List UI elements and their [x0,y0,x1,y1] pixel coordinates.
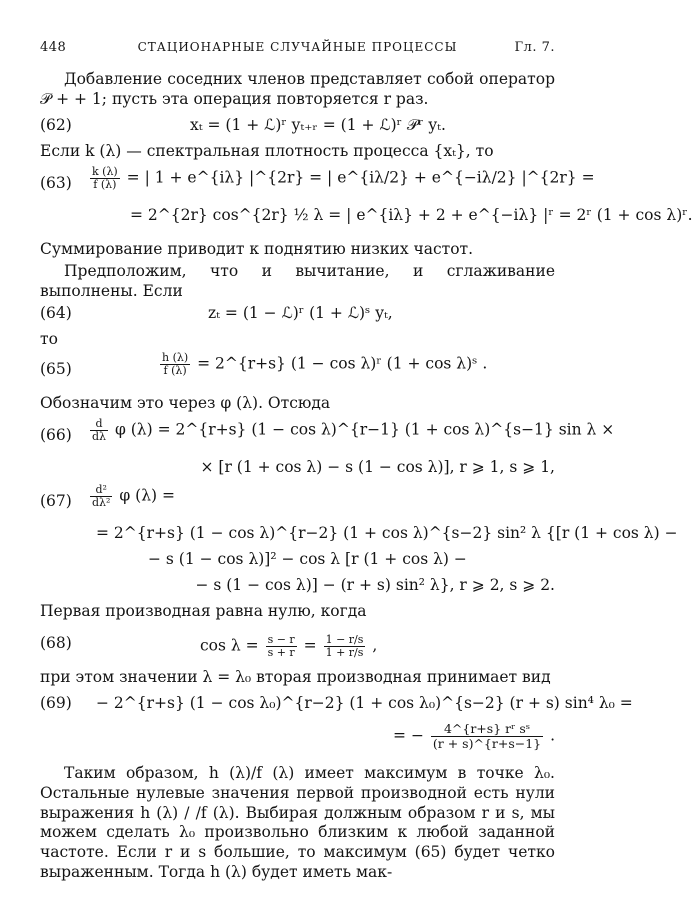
equation-number: (65) [40,360,72,378]
equation-number: (67) [40,492,72,510]
denominator: f (λ) [93,178,117,192]
equation-68 [40,626,555,660]
paragraph-9: Таким образом, h (λ)/f (λ) имеет максимум в точке λ₀. Остальные нулевые значения первой производной есть нули выражения h (λ) / /f (λ). Выбирая должным образом r и s, мы можем сделать λ₀ произвольно близким к любой заданной частоте. Если r и s большие, то максимум (65) будет четко выраженным. Тогда h (λ) будет иметь мак- [40,764,555,882]
equation-rhs: φ (λ) = 2^{r+s} (1 − cos λ)^{r−1} (1 + cos λ)^{s−1} sin λ × [114,420,615,439]
running-title: СТАЦИОНАРНЫЕ СЛУЧАЙНЫЕ ПРОЦЕССЫ [137,40,458,54]
equation-body: − s (1 − cos λ)] − (r + s) sin² λ}, r ⩾ 2, s ⩾ 2. [195,576,555,594]
numerator: k (λ) [92,165,118,178]
equation-body [200,634,377,659]
denominator: dλ [92,430,107,444]
equation-64 [40,304,555,332]
equation-67-line-2 [40,524,678,552]
denominator: (r + s)^{r+s−1} [432,735,542,751]
equation-body: = 2^{2r} cos^{2r} ½ λ = | e^{iλ} + 2 + e^{−iλ} |ʳ = 2ʳ (1 + cos λ)ʳ. [130,206,693,224]
paragraph-8: при этом значении λ = λ₀ вторая производная принимает вид [40,668,551,686]
paragraph-5: то [40,330,58,348]
numerator: h (λ) [162,351,189,364]
equation-rhs: = 2^{r+s} (1 − cos λ)ʳ (1 + cos λ)ˢ . [197,354,488,373]
fraction [160,352,190,377]
numerator: d [90,418,108,431]
equation-67-line-3 [40,550,555,578]
equation-65 [40,352,555,386]
equation-69-line-2 [40,722,555,758]
equation-67-line-4 [40,576,555,604]
fraction [90,418,108,443]
punctuation: , [372,636,378,655]
equation-body: × [r (1 + cos λ) − s (1 − cos λ)], r ⩾ 1, s ⩾ 1, [200,458,555,476]
equation-66-line-2 [40,458,555,486]
numerator: 4^{r+s} rʳ sˢ [431,722,543,737]
equation-rhs: φ (λ) = [119,486,175,505]
equation-number: (66) [40,426,72,444]
equation-body [393,722,555,751]
punctuation: . [550,726,555,745]
running-header [40,40,555,60]
equation-body [88,418,614,443]
equation-body [88,484,175,509]
paragraph-2: Если k (λ) — спектральная плотность процесса {xₜ}, то [40,142,494,160]
fraction [431,722,543,751]
denominator: f (λ) [163,364,187,378]
equals-sign: = [303,636,317,655]
fraction [324,634,366,659]
paragraph-6: Обозначим это через φ (λ). Отсюда [40,394,331,412]
paragraph-1: Добавление соседних членов представляет собой оператор 𝒫 + + 1; пусть эта операция повторяется r раз. [40,70,555,108]
denominator: dλ² [92,496,111,510]
equation-number: (64) [40,304,72,322]
equation-number: (69) [40,694,72,712]
paragraph-3: Суммирование приводит к поднятию низких частот. [40,240,474,258]
equation-rhs: = | 1 + e^{iλ} |^{2r} = | e^{iλ/2} + e^{−iλ/2} |^{2r} = [126,168,595,187]
equation-body: = 2^{r+s} (1 − cos λ)^{r−2} (1 + cos λ)^{s−2} sin² λ {[r (1 + cos λ) − [96,524,678,542]
fraction [90,484,112,509]
equation-62 [40,116,555,144]
equation-number: (68) [40,634,72,652]
equation-body [158,352,487,377]
equation-body: − s (1 − cos λ)]² − cos λ [r (1 + cos λ) − [148,550,467,568]
equation-number: (62) [40,116,72,134]
numerator: 1 − r/s [325,633,364,646]
numerator: d² [90,484,112,497]
equation-prefix: = − [393,726,424,745]
fraction [266,634,297,659]
equation-body: − 2^{r+s} (1 − cos λ₀)^{r−2} (1 + cos λ₀)^{s−2} (r + s) sin⁴ λ₀ = [96,694,633,712]
equation-63 [40,165,595,200]
chapter-label: Гл. 7. [514,40,555,55]
equation-body: zₜ = (1 − ℒ)ʳ (1 + ℒ)ˢ yₜ, [208,304,393,322]
equation-body [88,166,595,191]
equation-body: xₜ = (1 + ℒ)ʳ yₜ₊ᵣ = (1 + ℒ)ʳ 𝒫ʳ yₜ. [190,116,446,134]
equation-number: (63) [40,174,72,192]
equation-66 [40,417,615,452]
equation-69 [40,694,633,722]
equation-67 [40,484,555,518]
paragraph-7: Первая производная равна нулю, когда [40,602,367,620]
denominator: 1 + r/s [325,646,364,660]
denominator: s + r [267,646,295,660]
numerator: s − r [267,633,295,646]
equation-lhs: cos λ = [200,636,259,655]
equation-63-line-2 [40,206,693,234]
page-number: 448 [40,40,67,55]
paragraph-4: Предположим, что и вычитание, и сглаживание выполнены. Если [40,262,555,300]
fraction [90,166,120,191]
